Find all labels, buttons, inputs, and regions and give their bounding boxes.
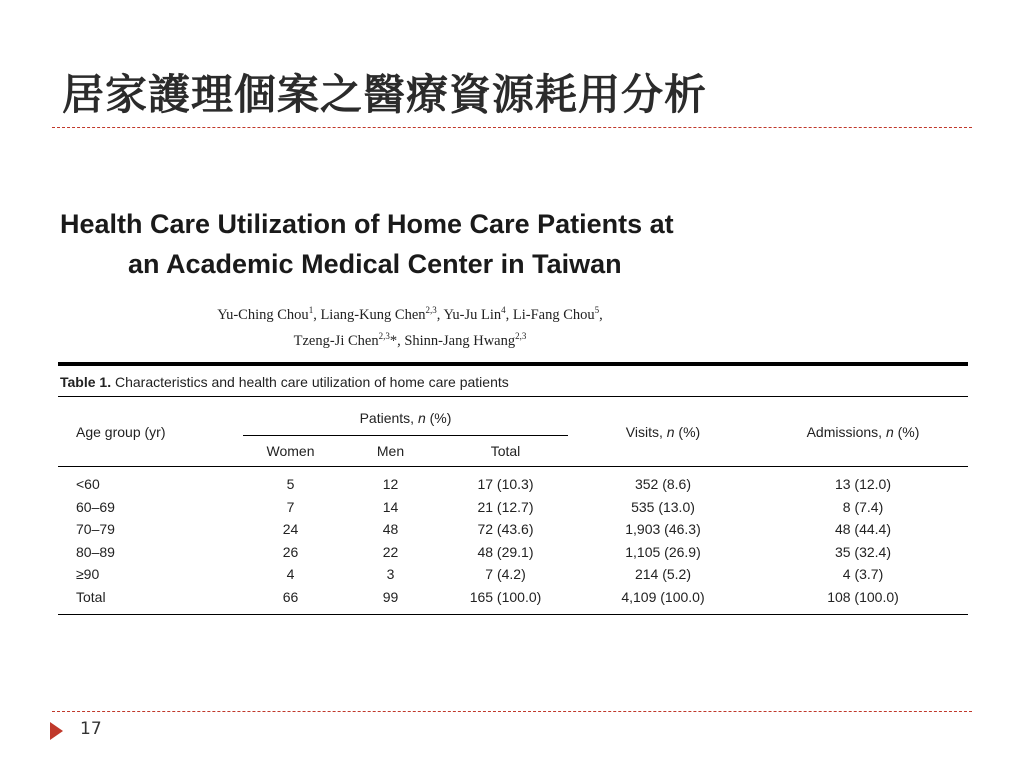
cell-women: 4 bbox=[286, 566, 295, 583]
table-caption bbox=[58, 366, 968, 397]
cell-men: 48 bbox=[382, 521, 399, 538]
cell-women: 7 bbox=[286, 498, 295, 515]
cell-men: 22 bbox=[382, 543, 399, 560]
cell-total: 7 (4.2) bbox=[485, 566, 526, 583]
title-divider bbox=[52, 127, 972, 128]
cell-women: 24 bbox=[282, 521, 299, 538]
cell-admissions: 8 (7.4) bbox=[842, 498, 884, 515]
cell-visits: 1,903 (46.3) bbox=[625, 521, 701, 538]
cell-men: 99 bbox=[338, 586, 443, 615]
page-number: 17 bbox=[80, 719, 102, 739]
header-admissions: Admissions, n (%) bbox=[758, 397, 968, 467]
cell-age: 80–89 bbox=[76, 543, 115, 560]
cell-visits: 214 (5.2) bbox=[634, 566, 692, 583]
author-affiliation: 2,3 bbox=[425, 305, 437, 315]
cell-men: 3 bbox=[386, 566, 395, 583]
author-affiliation: 2,3 bbox=[515, 330, 527, 341]
cell-age: <60 bbox=[76, 476, 100, 493]
author-name: Li-Fang Chou bbox=[512, 306, 595, 323]
cell-women: 5 bbox=[286, 476, 295, 493]
table-caption-label: Table 1. bbox=[60, 374, 112, 390]
author-affiliation: 4 bbox=[501, 305, 506, 315]
author-affiliation: 1 bbox=[308, 305, 314, 315]
cell-admissions: 13 (12.0) bbox=[834, 476, 892, 493]
author-name: Yu-Ju Lin bbox=[443, 306, 502, 323]
table-row-total bbox=[58, 586, 968, 615]
cell-admissions: 48 (44.4) bbox=[834, 521, 892, 538]
author-line-2: Tzeng-Ji Chen$^{2,3}$*, Shinn-Jang Hwang$^{2,3}$ bbox=[293, 330, 527, 349]
paper-title-line2: an Academic Medical Center in Taiwan bbox=[128, 249, 622, 279]
cell-admissions: 4 (3.7) bbox=[842, 566, 884, 583]
header-patients: Patients, n (%) bbox=[243, 397, 568, 436]
cell-age: ≥90 bbox=[76, 566, 100, 583]
footer-divider bbox=[52, 711, 972, 712]
cell-admissions: 108 (100.0) bbox=[758, 586, 968, 615]
author-name: Liang-Kung Chen bbox=[320, 306, 426, 323]
table-row bbox=[58, 541, 968, 564]
cell-visits: 4,109 (100.0) bbox=[568, 586, 758, 615]
header-visits: Visits, n (%) bbox=[568, 397, 758, 467]
header-total: Total bbox=[443, 436, 568, 467]
table-caption-text: Characteristics and health care utilization of home care patients bbox=[114, 374, 509, 390]
header-women: Women bbox=[243, 436, 338, 467]
table-row bbox=[58, 563, 968, 586]
cell-total: 72 (43.6) bbox=[477, 521, 534, 538]
cell-women: 26 bbox=[282, 543, 299, 560]
author-affiliation: 5 bbox=[594, 305, 600, 315]
cell-total: 165 (100.0) bbox=[443, 586, 568, 615]
bullet-arrow-icon bbox=[50, 722, 63, 740]
author-affiliation: 2,3 bbox=[378, 330, 390, 341]
cell-total: 17 (10.3) bbox=[477, 476, 534, 493]
cell-age: 70–79 bbox=[76, 521, 115, 538]
cell-admissions: 35 (32.4) bbox=[834, 543, 892, 560]
table-row bbox=[58, 467, 968, 496]
author-line-1: Yu-Ching Chou$^1$, Liang-Kung Chen$^{2,3}$, Yu-Ju Lin$^4$, Li-Fang Chou$^5$, bbox=[217, 305, 603, 323]
cell-men: 12 bbox=[382, 476, 399, 493]
data-table bbox=[58, 362, 968, 615]
author-name: Yu-Ching Chou bbox=[217, 306, 309, 323]
author-name: Tzeng-Ji Chen bbox=[293, 332, 379, 349]
cell-age: 60–69 bbox=[76, 498, 115, 515]
cell-men: 14 bbox=[382, 498, 399, 515]
cell-visits: 352 (8.6) bbox=[634, 476, 692, 493]
cell-age: Total bbox=[58, 586, 243, 615]
slide-title: 居家護理個案之醫療資源耗用分析 bbox=[62, 70, 708, 119]
table-row bbox=[58, 518, 968, 541]
header-age-group: Age group (yr) bbox=[58, 397, 243, 467]
cell-visits: 1,105 (26.9) bbox=[625, 543, 701, 560]
paper-title bbox=[60, 204, 820, 284]
paper-title-line1: Health Care Utilization of Home Care Patients at bbox=[60, 209, 674, 239]
cell-visits: 535 (13.0) bbox=[631, 498, 695, 515]
cell-total: 21 (12.7) bbox=[477, 498, 534, 515]
cell-total: 48 (29.1) bbox=[477, 543, 534, 560]
table-row bbox=[58, 496, 968, 519]
author-list bbox=[160, 300, 660, 352]
cell-women: 66 bbox=[243, 586, 338, 615]
header-men: Men bbox=[338, 436, 443, 467]
author-name: Shinn-Jang Hwang bbox=[404, 332, 516, 349]
